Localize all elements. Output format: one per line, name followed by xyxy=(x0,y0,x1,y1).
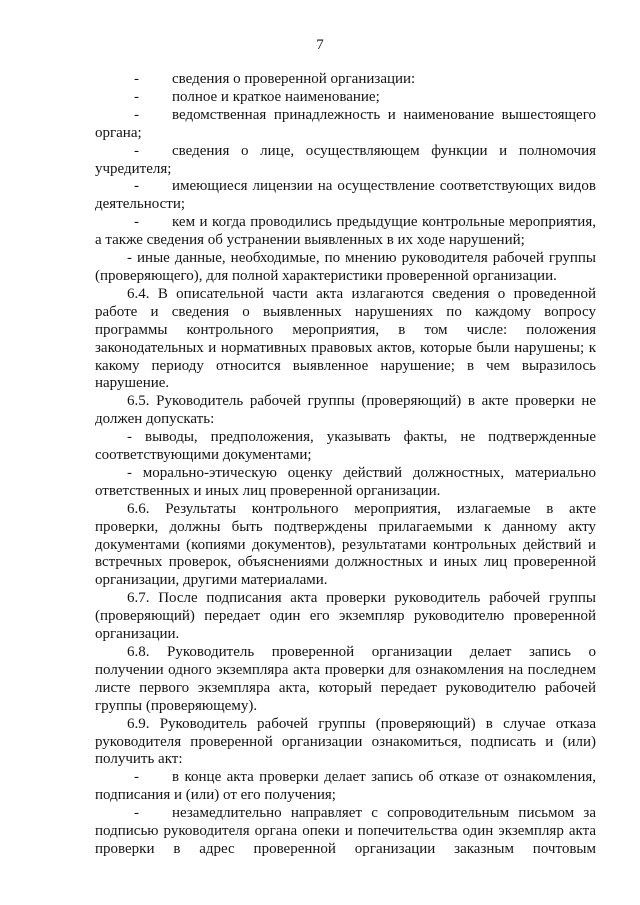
text-line: деятельности; xyxy=(95,196,186,213)
text-line: ответственных и иных лиц проверенной организации. xyxy=(95,482,441,499)
dash-marker: - xyxy=(134,71,139,87)
text-line: 6.8. Руководитель проверенной организации делает запись о xyxy=(127,644,596,660)
text-line: встречных проверок, объяснениями должностных и иных лиц проверенной xyxy=(95,554,596,571)
text-line: проверки в адрес проверенной организации заказным почтовым xyxy=(95,840,596,857)
text-line: учредителя; xyxy=(95,160,172,177)
text-line: (проверяющего), для полной характеристики проверенной организации. xyxy=(95,267,557,284)
list-item xyxy=(95,89,596,107)
list-item-text: кем и когда проводились предыдущие контрольные мероприятия, xyxy=(172,214,596,231)
list-item-text: имеющиеся лицензии на осуществление соответствующих видов xyxy=(172,178,596,195)
text-line: проверки, должны быть подтверждены прилагаемыми к данному акту xyxy=(95,518,596,535)
text-line: а также сведения об устранении выявленных в их ходе нарушений; xyxy=(95,232,525,249)
text-line: документами (копиями документов), результатами контрольных действий и xyxy=(95,536,596,553)
list-item xyxy=(95,107,596,125)
text-line: (проверяющий) передает один его экземпляр руководителю проверенной xyxy=(95,608,596,625)
text-line: нарушение. xyxy=(95,375,170,392)
text-line: - иные данные, необходимые, по мнению руководителя рабочей группы xyxy=(127,250,596,267)
text-line: законодательных и нормативных правовых актов, которые были нарушены; к xyxy=(95,339,596,356)
list-item xyxy=(95,71,596,89)
dash-marker: - xyxy=(134,142,139,159)
text-line: руководителя проверенной организации ознакомиться, подписать и (или) xyxy=(95,733,596,750)
dash-marker: - xyxy=(134,805,139,822)
dash-marker: - xyxy=(134,214,139,231)
text-line: листе первого экземпляра акта, который передает руководителю рабочей xyxy=(95,679,596,696)
dash-marker: - xyxy=(134,178,139,195)
text-line: 6.9. Руководитель рабочей группы (проверяющий) в случае отказа xyxy=(127,715,596,732)
text-line: 6.4. В описательной части акта излагаются сведения о проведенной xyxy=(127,285,596,302)
text-line: 6.5. Руководитель рабочей группы (проверяющий) в акте проверки не xyxy=(127,393,596,410)
text-line: получении одного экземпляра акта проверки для ознакомления на последнем xyxy=(95,661,596,678)
text-line: - морально-этическую оценку действий должностных, материально xyxy=(127,464,596,481)
body-text xyxy=(95,71,596,859)
text-line: организации, другими материалами. xyxy=(95,572,328,589)
text-line: подписью руководителя органа опеки и попечительства один экземпляр акта xyxy=(95,823,596,840)
text-line: группы (проверяющему). xyxy=(95,697,258,714)
list-item-text: полное и краткое наименование; xyxy=(172,88,380,105)
text-line: организации. xyxy=(95,626,180,643)
list-item xyxy=(95,178,596,196)
list-item-text: незамедлительно направляет с сопроводительным письмом за xyxy=(172,805,596,822)
list-item xyxy=(95,769,596,787)
list-item-text: в конце акта проверки делает запись об отказе от ознакомления, xyxy=(172,769,596,786)
dash-marker: - xyxy=(134,769,139,786)
text-line: подписания и (или) от его получения; xyxy=(95,787,336,804)
list-item-text: сведения о проверенной организации: xyxy=(172,71,416,87)
list-item xyxy=(95,214,596,232)
list-item xyxy=(95,143,596,161)
text-line: должен допускать: xyxy=(95,411,215,428)
text-line: 6.6. Результаты контрольного мероприятия, излагаемые в акте xyxy=(127,500,596,517)
page-number: 7 xyxy=(316,37,324,53)
list-item-text: ведомственная принадлежность и наименование вышестоящего xyxy=(172,106,596,123)
text-line: органа; xyxy=(95,124,142,141)
text-line: - выводы, предположения, указывать факты, не подтвержденные xyxy=(127,429,596,446)
text-line: получить акт: xyxy=(95,751,183,768)
text-line: работе и сведения о выявленных нарушениях по каждому вопросу xyxy=(95,303,596,320)
dash-marker: - xyxy=(134,106,139,123)
text-line: какому периоду относится выявленное нарушение; в чем выразилось xyxy=(95,357,596,374)
text-line: соответствующими документами; xyxy=(95,447,312,464)
text-line: программы контрольного мероприятия, в том числе: положения xyxy=(95,321,596,338)
list-item-text: сведения о лице, осуществляющем функции и полномочия xyxy=(172,142,596,159)
text-line: 6.7. После подписания акта проверки руководитель рабочей группы xyxy=(127,590,596,607)
list-item xyxy=(95,805,596,823)
dash-marker: - xyxy=(134,88,139,105)
